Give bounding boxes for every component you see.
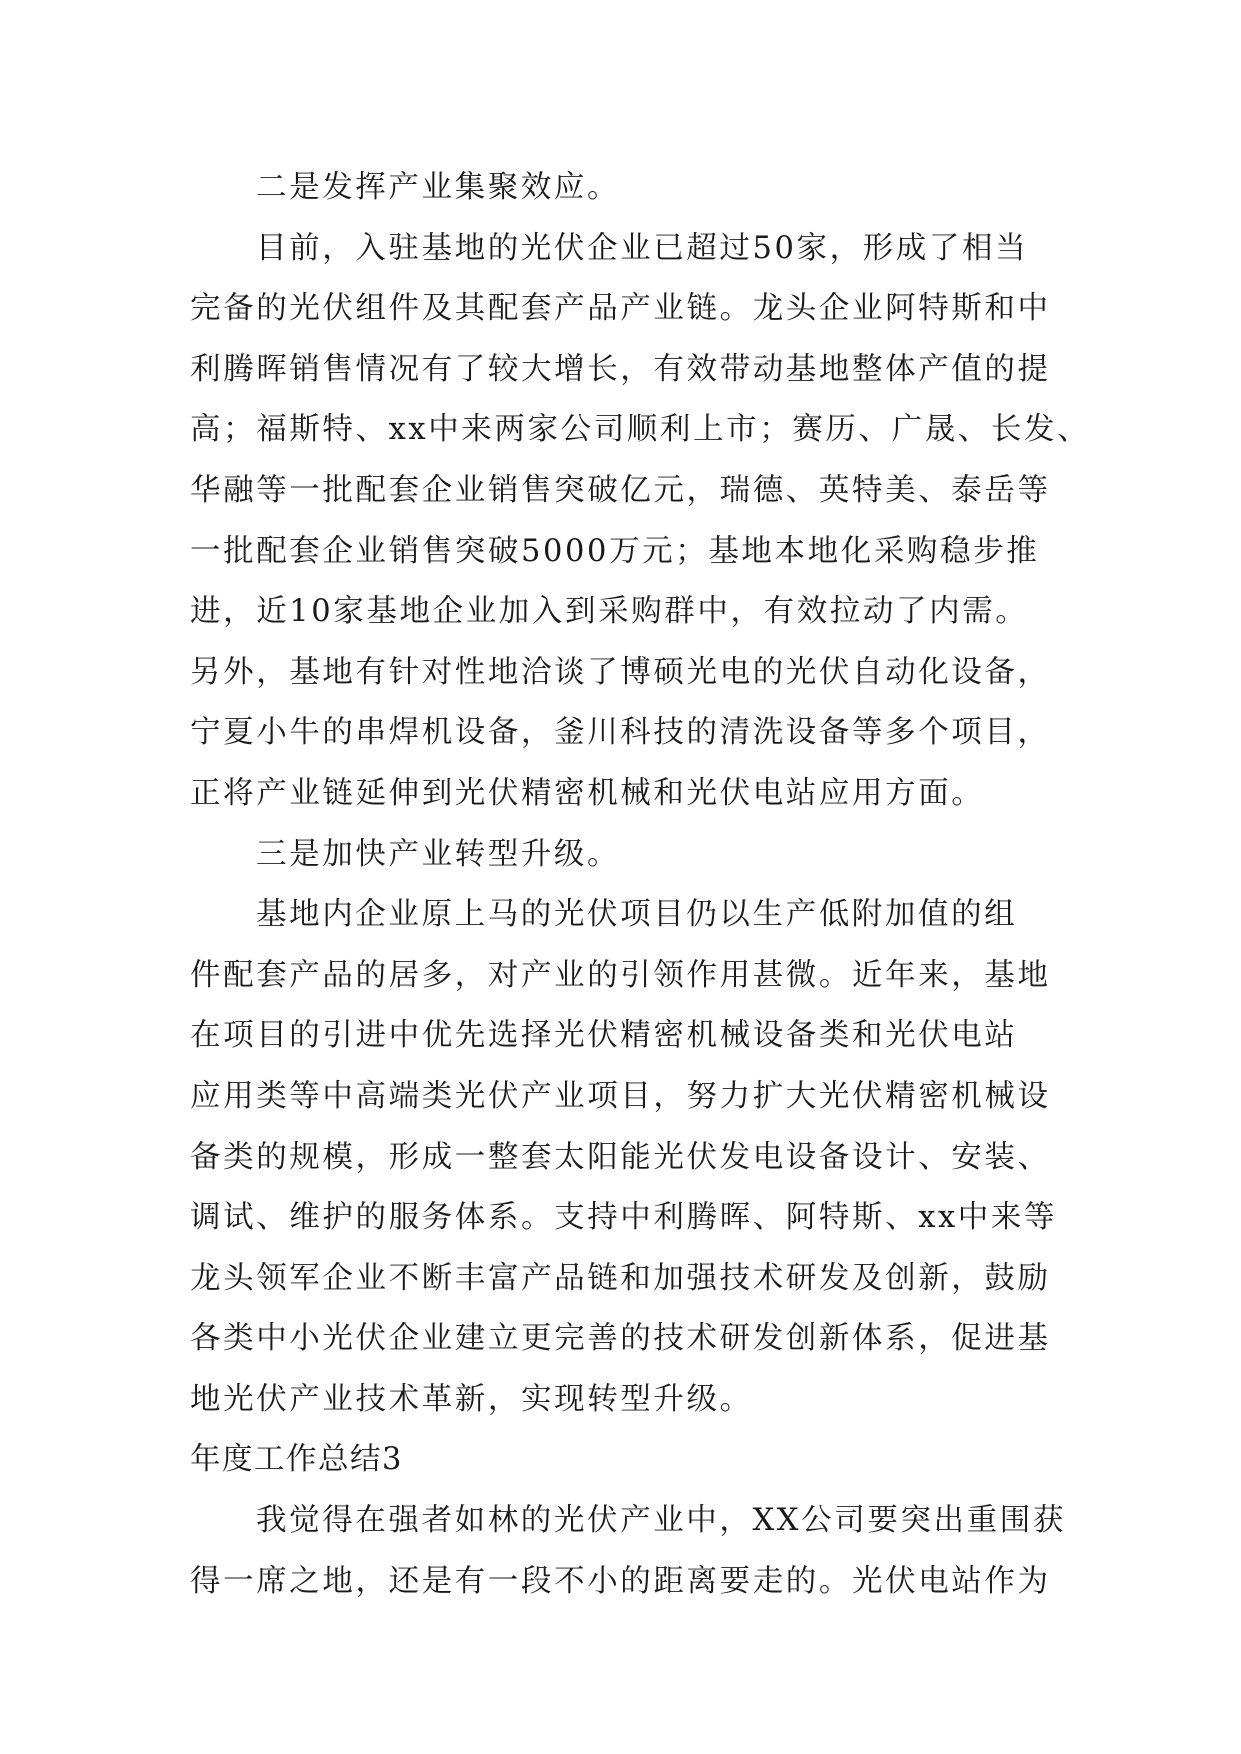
paragraph-heading: 三是加快产业转型升级。	[256, 836, 621, 872]
text-line: 应用类等中高端类光伏产业项目，努力扩大光伏精密机械设	[190, 1078, 1051, 1114]
text-line: 我觉得在强者如林的光伏产业中，XX公司要突出重围获	[256, 1503, 1066, 1539]
text-line: 基地内企业原上马的光伏项目仍以生产低附加值的组	[256, 897, 1018, 933]
text-line: 调试、维护的服务体系。支持中利腾晖、阿特斯、xx中来等	[190, 1200, 1058, 1236]
document-body	[190, 158, 1091, 1612]
text-line: 华融等一批配套企业销售突破亿元，瑞德、英特美、泰岳等	[190, 472, 1051, 508]
text-line: 一批配套企业销售突破5000万元；基地本地化采购稳步推	[190, 533, 1040, 569]
text-line: 利腾晖销售情况有了较大增长，有效带动基地整体产值的提	[190, 351, 1051, 387]
text-line: 完备的光伏组件及其配套产品产业链。龙头企业阿特斯和中	[190, 291, 1051, 327]
text-line: 备类的规模，形成一整套太阳能光伏发电设备设计、安装、	[190, 1139, 1051, 1175]
text-line: 高；福斯特、xx中来两家公司顺利上市；赛历、广晟、长发、	[190, 412, 1091, 448]
text-line: 各类中小光伏企业建立更完善的技术研发创新体系，促进基	[190, 1321, 1051, 1357]
text-line: 另外，基地有针对性地洽谈了博硕光电的光伏自动化设备，	[190, 654, 1051, 690]
text-line: 正将产业链延伸到光伏精密机械和光伏电站应用方面。	[190, 775, 985, 811]
text-line: 得一席之地，还是有一段不小的距离要走的。光伏电站作为	[190, 1563, 1051, 1599]
text-line: 宁夏小牛的串焊机设备，釜川科技的清洗设备等多个项目，	[190, 715, 1051, 751]
text-line: 地光伏产业技术革新，实现转型升级。	[190, 1381, 753, 1417]
text-line: 进，近10家基地企业加入到采购群中，有效拉动了内需。	[190, 594, 1029, 630]
text-line: 件配套产品的居多，对产业的引领作用甚微。近年来，基地	[190, 957, 1051, 993]
text-line: 目前，入驻基地的光伏企业已超过50家，形成了相当	[256, 230, 1029, 266]
text-line: 在项目的引进中优先选择光伏精密机械设备类和光伏电站	[190, 1018, 1018, 1054]
paragraph-heading: 二是发挥产业集聚效应。	[256, 170, 621, 205]
section-title: 年度工作总结3	[190, 1442, 403, 1478]
text-line: 龙头领军企业不断丰富产品链和加强技术研发及创新，鼓励	[190, 1260, 1051, 1296]
